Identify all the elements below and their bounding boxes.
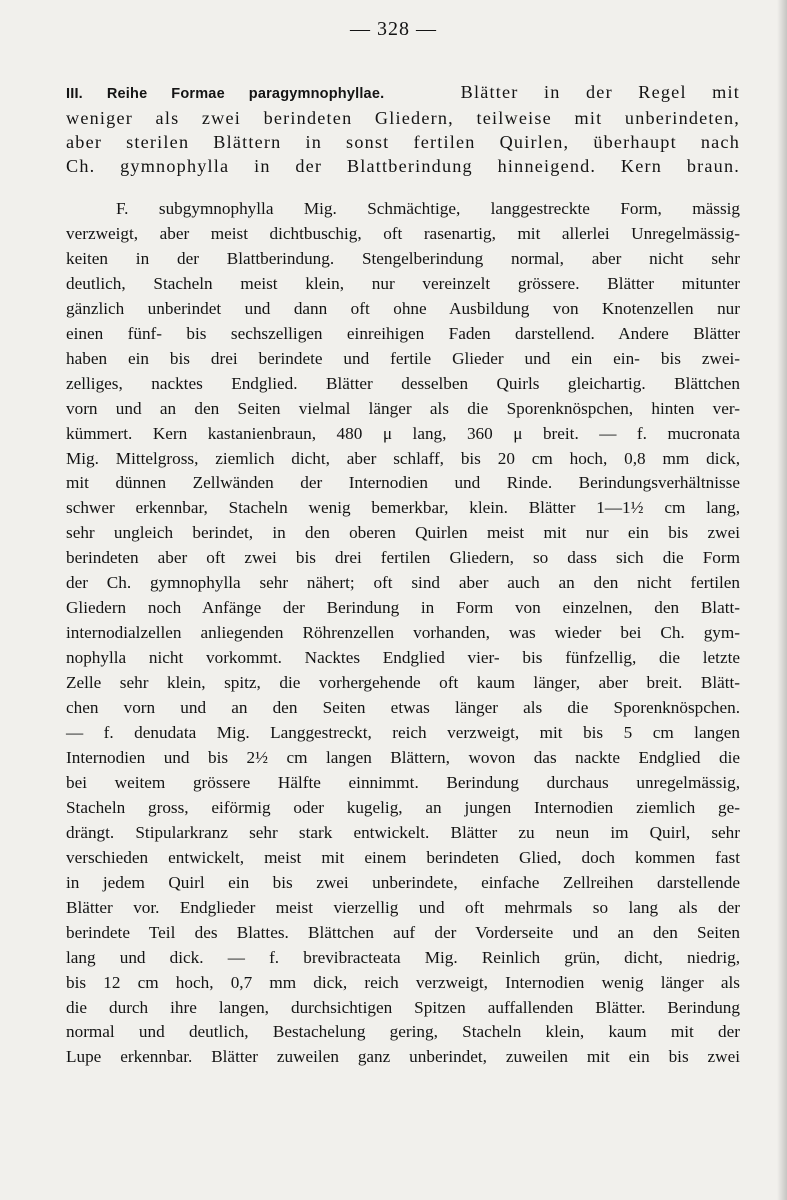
body-line: der Ch. gymnophylla sehr nähert; oft sind aber auch an den nicht fertilen xyxy=(66,573,740,593)
body-line: F. subgymnophylla Mig. Schmächtige, langgestreckte Form, mässig xyxy=(116,199,740,218)
heading-line-2: weniger als zwei berindeten Gliedern, teilweise mit unberindeten, xyxy=(66,108,740,128)
body-line: deutlich, Stacheln meist klein, nur vereinzelt grössere. Blätter mitunter xyxy=(66,273,740,293)
body-line: haben ein bis drei berindete und fertile Glieder und ein ein- bis zwei- xyxy=(66,348,740,368)
heading-line-4: Ch. gymnophylla in der Blattberindung hinneigend. Kern braun. xyxy=(66,156,740,176)
page-number: — 328 — xyxy=(350,18,437,40)
body-line: Lupe erkennbar. Blätter zuweilen ganz unberindet, zuweilen mit ein bis zwei xyxy=(66,1047,740,1067)
body-line: normal und deutlich, Bestachelung gering, Stacheln klein, kaum mit der xyxy=(66,1022,740,1042)
body-line: kümmert. Kern kastanienbraun, 480 μ lang, 360 μ breit. — f. mucronata xyxy=(66,423,740,443)
body-line: nophylla nicht vorkommt. Nacktes Endglied vier- bis fünfzellig, die letzte xyxy=(66,648,740,668)
body-line: Internodien und bis 2½ cm langen Blättern, wovon das nackte Endglied die xyxy=(66,747,740,767)
body-line: einen fünf- bis sechszelligen einreihigen Faden darstellend. Andere Blätter xyxy=(66,323,740,343)
page-edge-shadow xyxy=(777,0,787,1200)
heading-line-1 xyxy=(66,80,740,106)
body-line: drängt. Stipularkranz sehr stark entwickelt. Blätter zu neun im Quirl, sehr xyxy=(66,822,740,842)
heading-line-3: aber sterilen Blättern in sonst fertilen Quirlen, überhaupt nach xyxy=(66,132,740,152)
body-line: Zelle sehr klein, spitz, die vorhergehende oft kaum länger, aber breit. Blätt- xyxy=(66,673,740,693)
body-line: vorn und an den Seiten vielmal länger als die Sporenknöspchen, hinten ver- xyxy=(66,398,740,418)
body-line: bei weitem grössere Hälfte einnimmt. Berindung durchaus unregelmässig, xyxy=(66,772,740,792)
body-line: mit dünnen Zellwänden der Internodien und Rinde. Berindungsverhältnisse xyxy=(66,473,740,493)
body-line: in jedem Quirl ein bis zwei unberindete, einfache Zellreihen darstellende xyxy=(66,872,740,892)
body-line: Gliedern noch Anfänge der Berindung in Form von einzelnen, den Blatt- xyxy=(66,598,740,618)
body-line: schwer erkennbar, Stacheln wenig bemerkbar, klein. Blätter 1—1½ cm lang, xyxy=(66,498,740,518)
body-line: Mig. Mittelgross, ziemlich dicht, aber schlaff, bis 20 cm hoch, 0,8 mm dick, xyxy=(66,448,740,468)
body-line: sehr ungleich berindet, in den oberen Quirlen meist mit nur ein bis zwei xyxy=(66,523,740,543)
body-line: zelliges, nacktes Endglied. Blätter desselben Quirls gleichartig. Blättchen xyxy=(66,373,740,393)
body-line: internodialzellen anliegenden Röhrenzellen vorhanden, was wieder bei Ch. gym- xyxy=(66,623,740,643)
body-line: bis 12 cm hoch, 0,7 mm dick, reich verzweigt, Internodien wenig länger als xyxy=(66,972,740,992)
body-line: berindeten aber oft zwei bis drei fertilen Gliedern, so dass sich die Form xyxy=(66,548,740,568)
heading-line-1-rest: Blätter in der Regel mit xyxy=(460,82,740,102)
body-line: die durch ihre langen, durchsichtigen Spitzen auffallenden Blätter. Berindung xyxy=(66,997,740,1017)
body-line: Blätter vor. Endglieder meist vierzellig und oft mehrmals so lang als der xyxy=(66,897,740,917)
body-line: lang und dick. — f. brevibracteata Mig. Reinlich grün, dicht, niedrig, xyxy=(66,947,740,967)
series-label: III. Reihe Formae paragymnophyllae. xyxy=(66,86,385,102)
series-heading xyxy=(66,80,740,178)
body-line: keiten in der Blattberindung. Stengelberindung normal, aber nicht sehr xyxy=(66,248,740,268)
body-line: chen vorn und an den Seiten etwas länger als die Sporenknöspchen. xyxy=(66,698,740,718)
body-line: gänzlich unberindet und dann oft ohne Ausbildung von Knotenzellen nur xyxy=(66,298,740,318)
body-line: verzweigt, aber meist dichtbuschig, oft rasenartig, mit allerlei Unregelmässig- xyxy=(66,223,740,243)
body-line: berindete Teil des Blattes. Blättchen auf der Vorderseite und an den Seiten xyxy=(66,922,740,942)
body-line: — f. denudata Mig. Langgestreckt, reich verzweigt, mit bis 5 cm langen xyxy=(66,723,740,743)
body-line: verschieden entwickelt, meist mit einem berindeten Glied, doch kommen fast xyxy=(66,847,740,867)
body-text xyxy=(66,197,740,1070)
body-line: Stacheln gross, eiförmig oder kugelig, an jungen Internodien ziemlich ge- xyxy=(66,797,740,817)
